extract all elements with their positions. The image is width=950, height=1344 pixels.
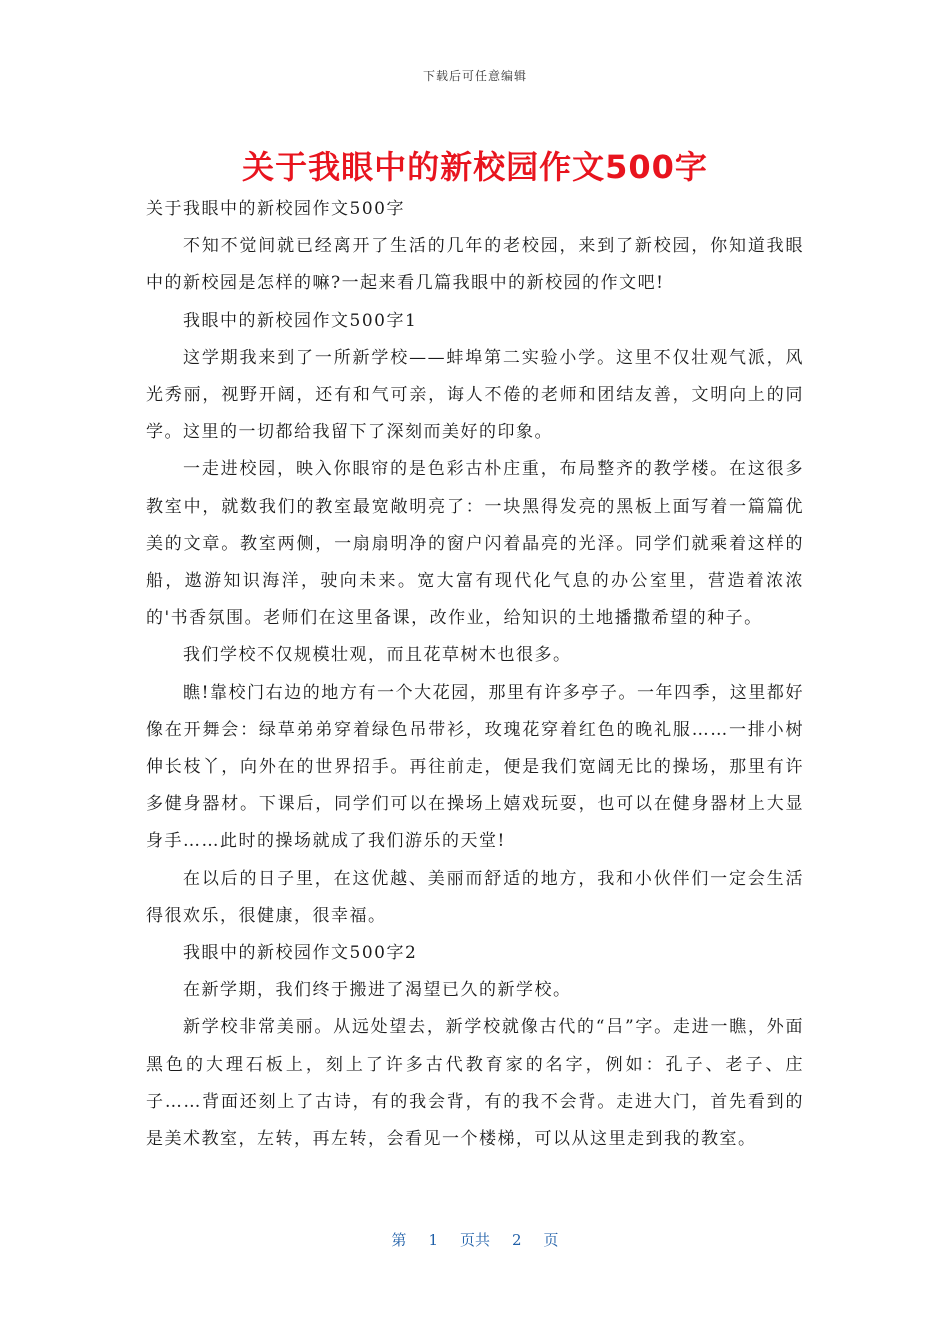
- header-note: 下载后可任意编辑: [422, 69, 527, 83]
- paragraph-9: 在新学期，我们终于搬进了渴望已久的新学校。: [183, 980, 572, 1001]
- paragraph-4: 一走进校园，映入你眼帘的是色彩古朴庄重，布局整齐的教学楼。在这很多教室中，就数我们的教室最宽敞明亮了：一块黑得发亮的黑板上面写着一篇篇优美的文章。教室两侧，一扇扇明净的窗户闪着晶亮的光泽。同学们就乘着这样的船，遨游知识海洋，驶向未来。宽大富有现代化气息的办公室里，营造着浓浓的'书香氛围。老师们在这里备课，改作业，给知识的土地播撒希望的种子。: [146, 459, 804, 629]
- section-heading-2: 我眼中的新校园作文500字2: [183, 943, 418, 964]
- footer-middle: 页共: [459, 1231, 490, 1249]
- paragraph-10: 新学校非常美丽。从远处望去，新学校就像古代的“吕”字。走进一瞧，外面黑色的大理石板上，刻上了许多古代教育家的名字，例如：孔子、老子、庄子……背面还刻上了古诗，有的我会背，有的我不会背。走进大门，首先看到的是美术教室，左转，再左转，会看见一个楼梯，可以从这里走到我的教室。: [146, 1017, 804, 1150]
- paragraph-1: 不知不觉间就已经离开了生活的几年的老校园，来到了新校园，你知道我眼中的新校园是怎样的嘛?一起来看几篇我眼中的新校园的作文吧!: [146, 236, 804, 294]
- footer-current-page: 1: [428, 1231, 438, 1249]
- paragraph-3: 这学期我来到了一所新学校——蚌埠第二实验小学。这里不仅壮观气派，风光秀丽，视野开阔，还有和气可亲，诲人不倦的老师和团结友善，文明向上的同学。这里的一切都给我留下了深刻而美好的印象。: [146, 347, 804, 443]
- paragraph-0: 关于我眼中的新校园作文500字: [146, 199, 405, 219]
- footer-prefix: 第: [391, 1231, 407, 1249]
- paragraph-7: 在以后的日子里，在这优越、美丽而舒适的地方，我和小伙伴们一定会生活得很欢乐，很健康，很幸福。: [146, 868, 804, 926]
- footer-total-pages: 2: [512, 1231, 522, 1249]
- document-title: 关于我眼中的新校园作文500字: [242, 148, 708, 186]
- footer-suffix: 页: [543, 1231, 559, 1249]
- section-heading-1: 我眼中的新校园作文500字1: [183, 310, 418, 331]
- paragraph-5: 我们学校不仅规模壮观，而且花草树木也很多。: [183, 645, 572, 666]
- paragraph-6: 瞧!靠校门右边的地方有一个大花园，那里有许多亭子。一年四季，这里都好像在开舞会：绿草弟弟穿着绿色吊带衫，玫瑰花穿着红色的晚礼服……一排小树伸长枝丫，向外在的世界招手。再往前走，便是我们宽阔无比的操场，那里有许多健身器材。下课后，同学们可以在操场上嬉戏玩耍，也可以在健身器材上大显身手……此时的操场就成了我们游乐的天堂!: [146, 682, 804, 852]
- page-footer: [0, 1229, 950, 1250]
- document-body: [146, 191, 804, 1158]
